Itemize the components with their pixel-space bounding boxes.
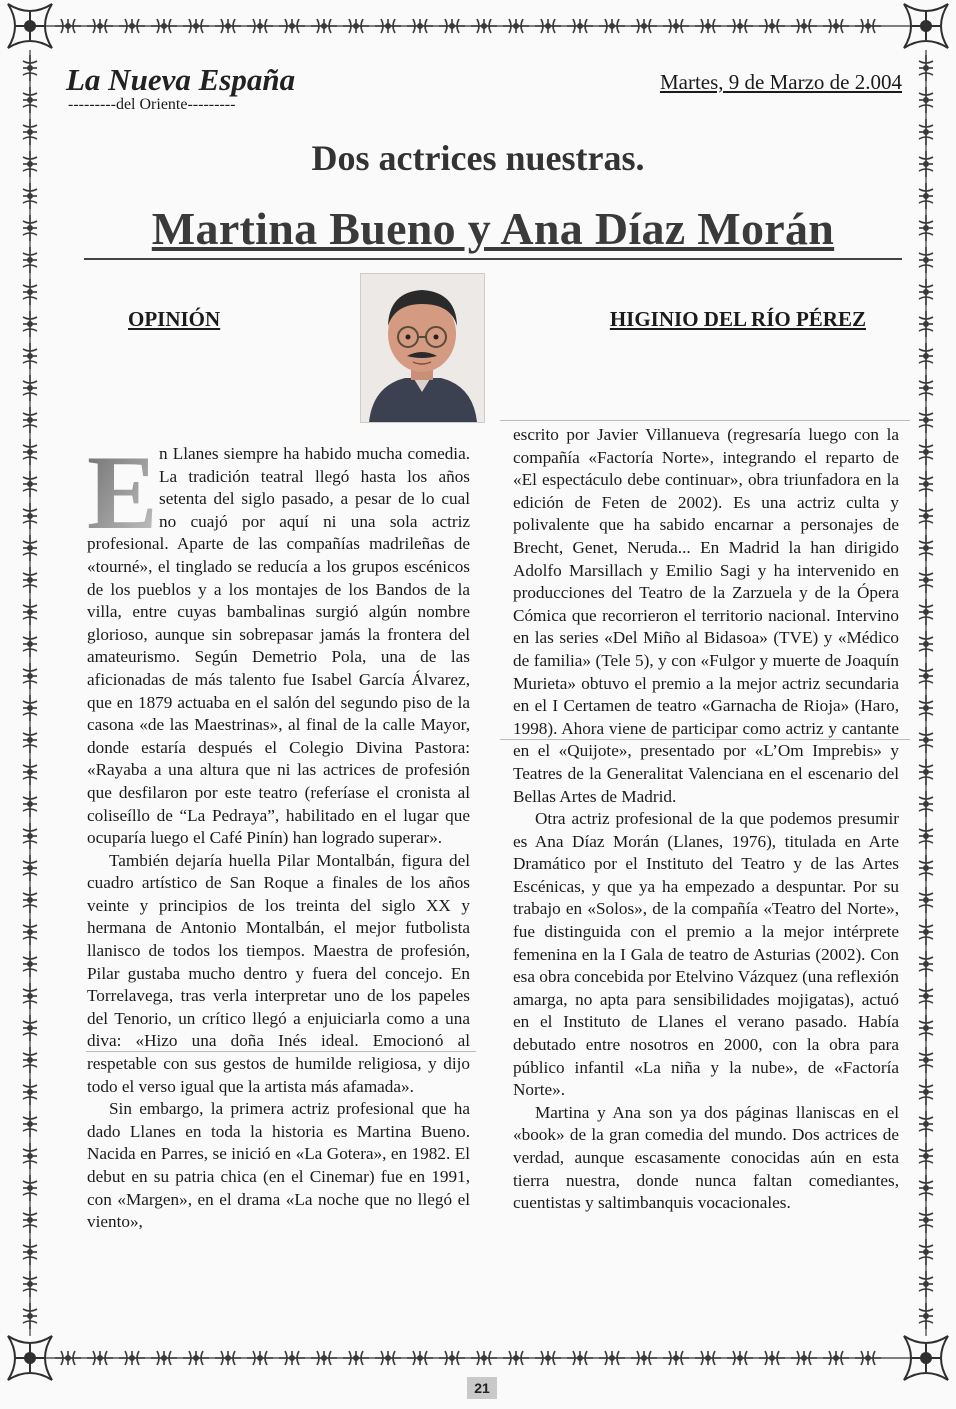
border-ornament — [919, 1111, 933, 1137]
article-headline: Martina Bueno y Ana Díaz Morán — [151, 203, 835, 254]
border-ornament — [311, 1351, 337, 1365]
border-ornament — [855, 19, 881, 33]
border-ornament — [823, 19, 849, 33]
border-ornament — [279, 19, 305, 33]
border-ornament — [23, 823, 37, 849]
border-ornament — [919, 823, 933, 849]
border-ornament — [919, 183, 933, 209]
border-ornament — [407, 1351, 433, 1365]
border-ornament — [919, 1207, 933, 1233]
border-ornament — [535, 19, 561, 33]
drop-cap — [87, 434, 158, 551]
border-ornament — [471, 1351, 497, 1365]
border-ornament — [535, 1351, 561, 1365]
border-ornament — [23, 1143, 37, 1169]
border-ornament — [791, 19, 817, 33]
border-ornament — [471, 19, 497, 33]
paragraph-4: escrito por Javier Villanueva (regresaría luego con la compañía «Factoría Norte», integrando el reparto de «El espectáculo debe continuar», obra triunfadora en la edición de Feten de 2002). Es una actriz culta y polivalente que ha sabido encarnar a personajes de Brecht, Genet, Neruda... En Madrid la han dirigido Adolfo Marsillach y Emilio Sagi y ha intervenido en producciones del Teatro de la Zarzuela y de la Ópera Cómica que recorrieron el territorio nacional. Intervino en las series «Del Miño al Bidasoa» (TVE) y «Médico de familia» (Tele 5), y con «Fulgor y muerte de Joaquín Murieta» obtuvo el premio a la mejor actriz secundaria en el I Certamen de teatro «Garnacha de Rioja» (Haro, 1998). Ahora viene de participar como actriz y cantante en el «Quijote», presentado por «L’Om Imprebis» y Teatres de la Generalitat Valenciana en el escenario del Bellas Artes de Madrid. — [513, 425, 899, 806]
border-ornament — [919, 855, 933, 881]
border-ornament — [183, 19, 209, 33]
border-ornament — [439, 1351, 465, 1365]
border-ornament — [663, 1351, 689, 1365]
border-ornament — [151, 19, 177, 33]
border-ornament — [759, 1351, 785, 1365]
border-ornament — [23, 55, 37, 81]
border-ornament — [247, 19, 273, 33]
border-ornament — [407, 19, 433, 33]
border-ornament — [23, 951, 37, 977]
border-ornament — [919, 887, 933, 913]
border-ornament — [23, 1271, 37, 1297]
border-ornament — [919, 407, 933, 433]
border-ornament — [919, 951, 933, 977]
border-ornament — [279, 1351, 305, 1365]
border-ornament — [919, 919, 933, 945]
border-ornament — [919, 567, 933, 593]
border-ornament — [919, 471, 933, 497]
border-ornament — [375, 19, 401, 33]
newspaper-edition: ---------del Oriente--------- — [68, 96, 236, 113]
article-kicker: Dos actrices nuestras. — [311, 138, 645, 178]
border-ornament — [919, 1079, 933, 1105]
border-ornament — [23, 759, 37, 785]
border-ornament — [23, 87, 37, 113]
border-ornament — [55, 1351, 81, 1365]
border-ornament — [215, 1351, 241, 1365]
border-ornament — [919, 1047, 933, 1073]
border-ornament — [631, 19, 657, 33]
author-byline: HIGINIO DEL RÍO PÉREZ — [609, 307, 866, 331]
publication-date: Martes, 9 de Marzo de 2.004 — [659, 70, 902, 94]
border-ornament — [919, 1143, 933, 1169]
border-ornament — [23, 471, 37, 497]
border-ornament — [23, 1015, 37, 1041]
border-ornament — [375, 1351, 401, 1365]
author-photo — [360, 273, 485, 423]
border-ornament — [567, 19, 593, 33]
border-ornament — [919, 759, 933, 785]
border-ornament — [23, 727, 37, 753]
border-ornament — [23, 567, 37, 593]
border-ornament — [311, 19, 337, 33]
paragraph-2: También dejaría huella Pilar Montalbán, figura del cuadro artístico de San Roque a finales de los años veinte y principios de los treinta del siglo XX y hermana de Antonio Montalbán, el mejor futbolista llanisco de todos los tiempos. Maestra de profesión, Pilar gustaba mucho dentro y fuera del concejo. En Torrelavega, tras verla interpretar uno de los papeles del Tenorio, un crítico llegó a enjuiciarla como a una diva: «Hizo una doña Inés ideal. Emocionó al respetable con sus gestos de humilde religiosa, y dijo todo el verso igual que la artista más afamada». — [87, 850, 470, 1096]
border-ornament — [919, 87, 933, 113]
border-ornament — [23, 695, 37, 721]
border-ornament — [919, 343, 933, 369]
border-ornament — [55, 19, 81, 33]
border-ornament — [23, 887, 37, 913]
border-ornament — [23, 375, 37, 401]
border-ornament — [23, 311, 37, 337]
masthead — [66, 62, 336, 114]
border-ornament — [919, 247, 933, 273]
border-ornament — [247, 1351, 273, 1365]
border-ornament — [759, 19, 785, 33]
border-ornament — [23, 343, 37, 369]
border-ornament — [23, 631, 37, 657]
border-ornament — [919, 535, 933, 561]
paragraph-1-text: n Llanes siempre ha habido mucha comedia. La tradición teatral llegó hasta los años setenta del siglo pasado, a pesar de lo cual no cuajó por aquí ni una sola actriz profesional. Aparte de las compañías madrileñas de «tourné», el tinglado se reducía a los grupos escénicos de los pueblos y a los montajes de los Bandos de la villa, entre cuyas bambalinas surgió algún nombre glorioso, aunque sin sobrepasar jamás la frontera del amateurismo. Según Demetrio Pola, una de las aficionadas de más talento fue Isabel García Álvarez, que en 1879 actuaba en el salón del segundo piso de la casona «de las Maestrinas», al final de la calle Mayor, donde estaría después el Colegio Divina Pastora: «Rayaba a una altura que ni las actrices de profesión que desfilaron por este teatro (referíase el cronista al coliseíllo de “La Pedraya”, habilitado en el lugar que ocuparía luego el Café Pinín) han logrado superar». — [87, 444, 470, 848]
border-ornament — [151, 1351, 177, 1365]
border-ornament — [23, 1111, 37, 1137]
border-ornament — [23, 439, 37, 465]
border-ornament — [919, 55, 933, 81]
border-ornament — [919, 983, 933, 1009]
border-ornament — [23, 407, 37, 433]
border-ornament — [919, 1175, 933, 1201]
border-ornament — [727, 19, 753, 33]
border-ornament — [23, 983, 37, 1009]
border-ornament — [599, 19, 625, 33]
border-ornament — [119, 19, 145, 33]
border-ornament — [343, 19, 369, 33]
border-ornament — [343, 1351, 369, 1365]
paragraph-5: Otra actriz profesional de la que podemos presumir es Ana Díaz Morán (Llanes, 1976), titulada en Arte Dramático por el Instituto del Teatro y de las Artes Escénicas, y que ya ha empezado a despuntar. Por su trabajo en «Solos», de la compañía «Teatro del Norte», fue distinguida con el premio a la mejor intérprete femenina en la I Gala de teatro de Asturias (2002). Con esa obra concebida por Etelvino Vázquez (una reflexión amarga, no apta para sensibilidades mojigatas), actuó en el Instituto de Llanes el verano pasado. Había debutado entre nosotros en 2000, con la obra para público infantil «La niña y la nube», de «Factoría Norte». — [513, 809, 899, 1100]
border-ornament — [919, 1271, 933, 1297]
clipping-edge — [500, 420, 910, 421]
clipping-edge — [500, 739, 910, 740]
border-ornament — [23, 663, 37, 689]
border-ornament — [23, 1207, 37, 1233]
border-ornament — [919, 375, 933, 401]
border-ornament — [695, 19, 721, 33]
border-ornament — [919, 439, 933, 465]
border-ornament — [823, 1351, 849, 1365]
border-ornament — [183, 1351, 209, 1365]
drop-cap-letter: E — [87, 434, 158, 551]
border-ornament — [23, 183, 37, 209]
newspaper-name: La Nueva España — [66, 62, 296, 97]
border-ornament — [919, 215, 933, 241]
border-ornament — [727, 1351, 753, 1365]
headline-rule — [84, 258, 902, 260]
border-ornament — [23, 535, 37, 561]
border-ornament — [215, 19, 241, 33]
border-ornament — [23, 1079, 37, 1105]
border-ornament — [23, 855, 37, 881]
border-ornament — [23, 599, 37, 625]
border-ornament — [23, 503, 37, 529]
border-ornament — [631, 1351, 657, 1365]
border-ornament — [87, 1351, 113, 1365]
border-ornament — [503, 1351, 529, 1365]
border-ornament — [663, 19, 689, 33]
left-column — [87, 434, 470, 1234]
border-ornament — [567, 1351, 593, 1365]
border-ornament — [695, 1351, 721, 1365]
border-ornament — [919, 663, 933, 689]
border-ornament — [919, 631, 933, 657]
border-ornament — [919, 791, 933, 817]
border-ornament — [919, 503, 933, 529]
right-column — [513, 424, 899, 1215]
paragraph-3: Sin embargo, la primera actriz profesional que ha dado Llanes en toda la historia es Martina Bueno. Nacida en Parres, se inició en «La Gotera», en 1982. El debut en su patria chica (en el Cinemar) fue en 1991, con «Margen», en el drama «La noche que no llegó el viento», — [87, 1099, 470, 1232]
border-ornament — [23, 1047, 37, 1073]
clipping-edge — [86, 1051, 476, 1052]
border-ornament — [919, 311, 933, 337]
border-ornament — [919, 727, 933, 753]
border-ornament — [23, 215, 37, 241]
border-ornament — [503, 19, 529, 33]
page-number: 21 — [467, 1377, 497, 1399]
border-ornament — [23, 1303, 37, 1329]
section-label: OPINIÓN — [128, 307, 221, 331]
border-ornament — [119, 1351, 145, 1365]
border-ornament — [791, 1351, 817, 1365]
border-ornament — [87, 19, 113, 33]
border-ornament — [855, 1351, 881, 1365]
border-ornament — [919, 695, 933, 721]
border-ornament — [23, 919, 37, 945]
border-ornament — [23, 1175, 37, 1201]
border-ornament — [919, 1239, 933, 1265]
border-ornament — [23, 1239, 37, 1265]
border-ornament — [919, 1015, 933, 1041]
border-ornament — [23, 279, 37, 305]
border-ornament — [439, 19, 465, 33]
border-ornament — [919, 1303, 933, 1329]
border-ornament — [599, 1351, 625, 1365]
border-ornament — [23, 247, 37, 273]
paragraph-6: Martina y Ana son ya dos páginas llaniscas en el «book» de la gran comedia del mundo. Dos actrices de verdad, aunque escasamente conocidas aún en esta tierra nuestra, donde nunca faltan comediantes, cuentistas y saltimbanquis vocacionales. — [513, 1102, 899, 1213]
paragraph-1 — [87, 434, 470, 850]
border-ornament — [919, 599, 933, 625]
border-ornament — [23, 791, 37, 817]
border-ornament — [919, 279, 933, 305]
